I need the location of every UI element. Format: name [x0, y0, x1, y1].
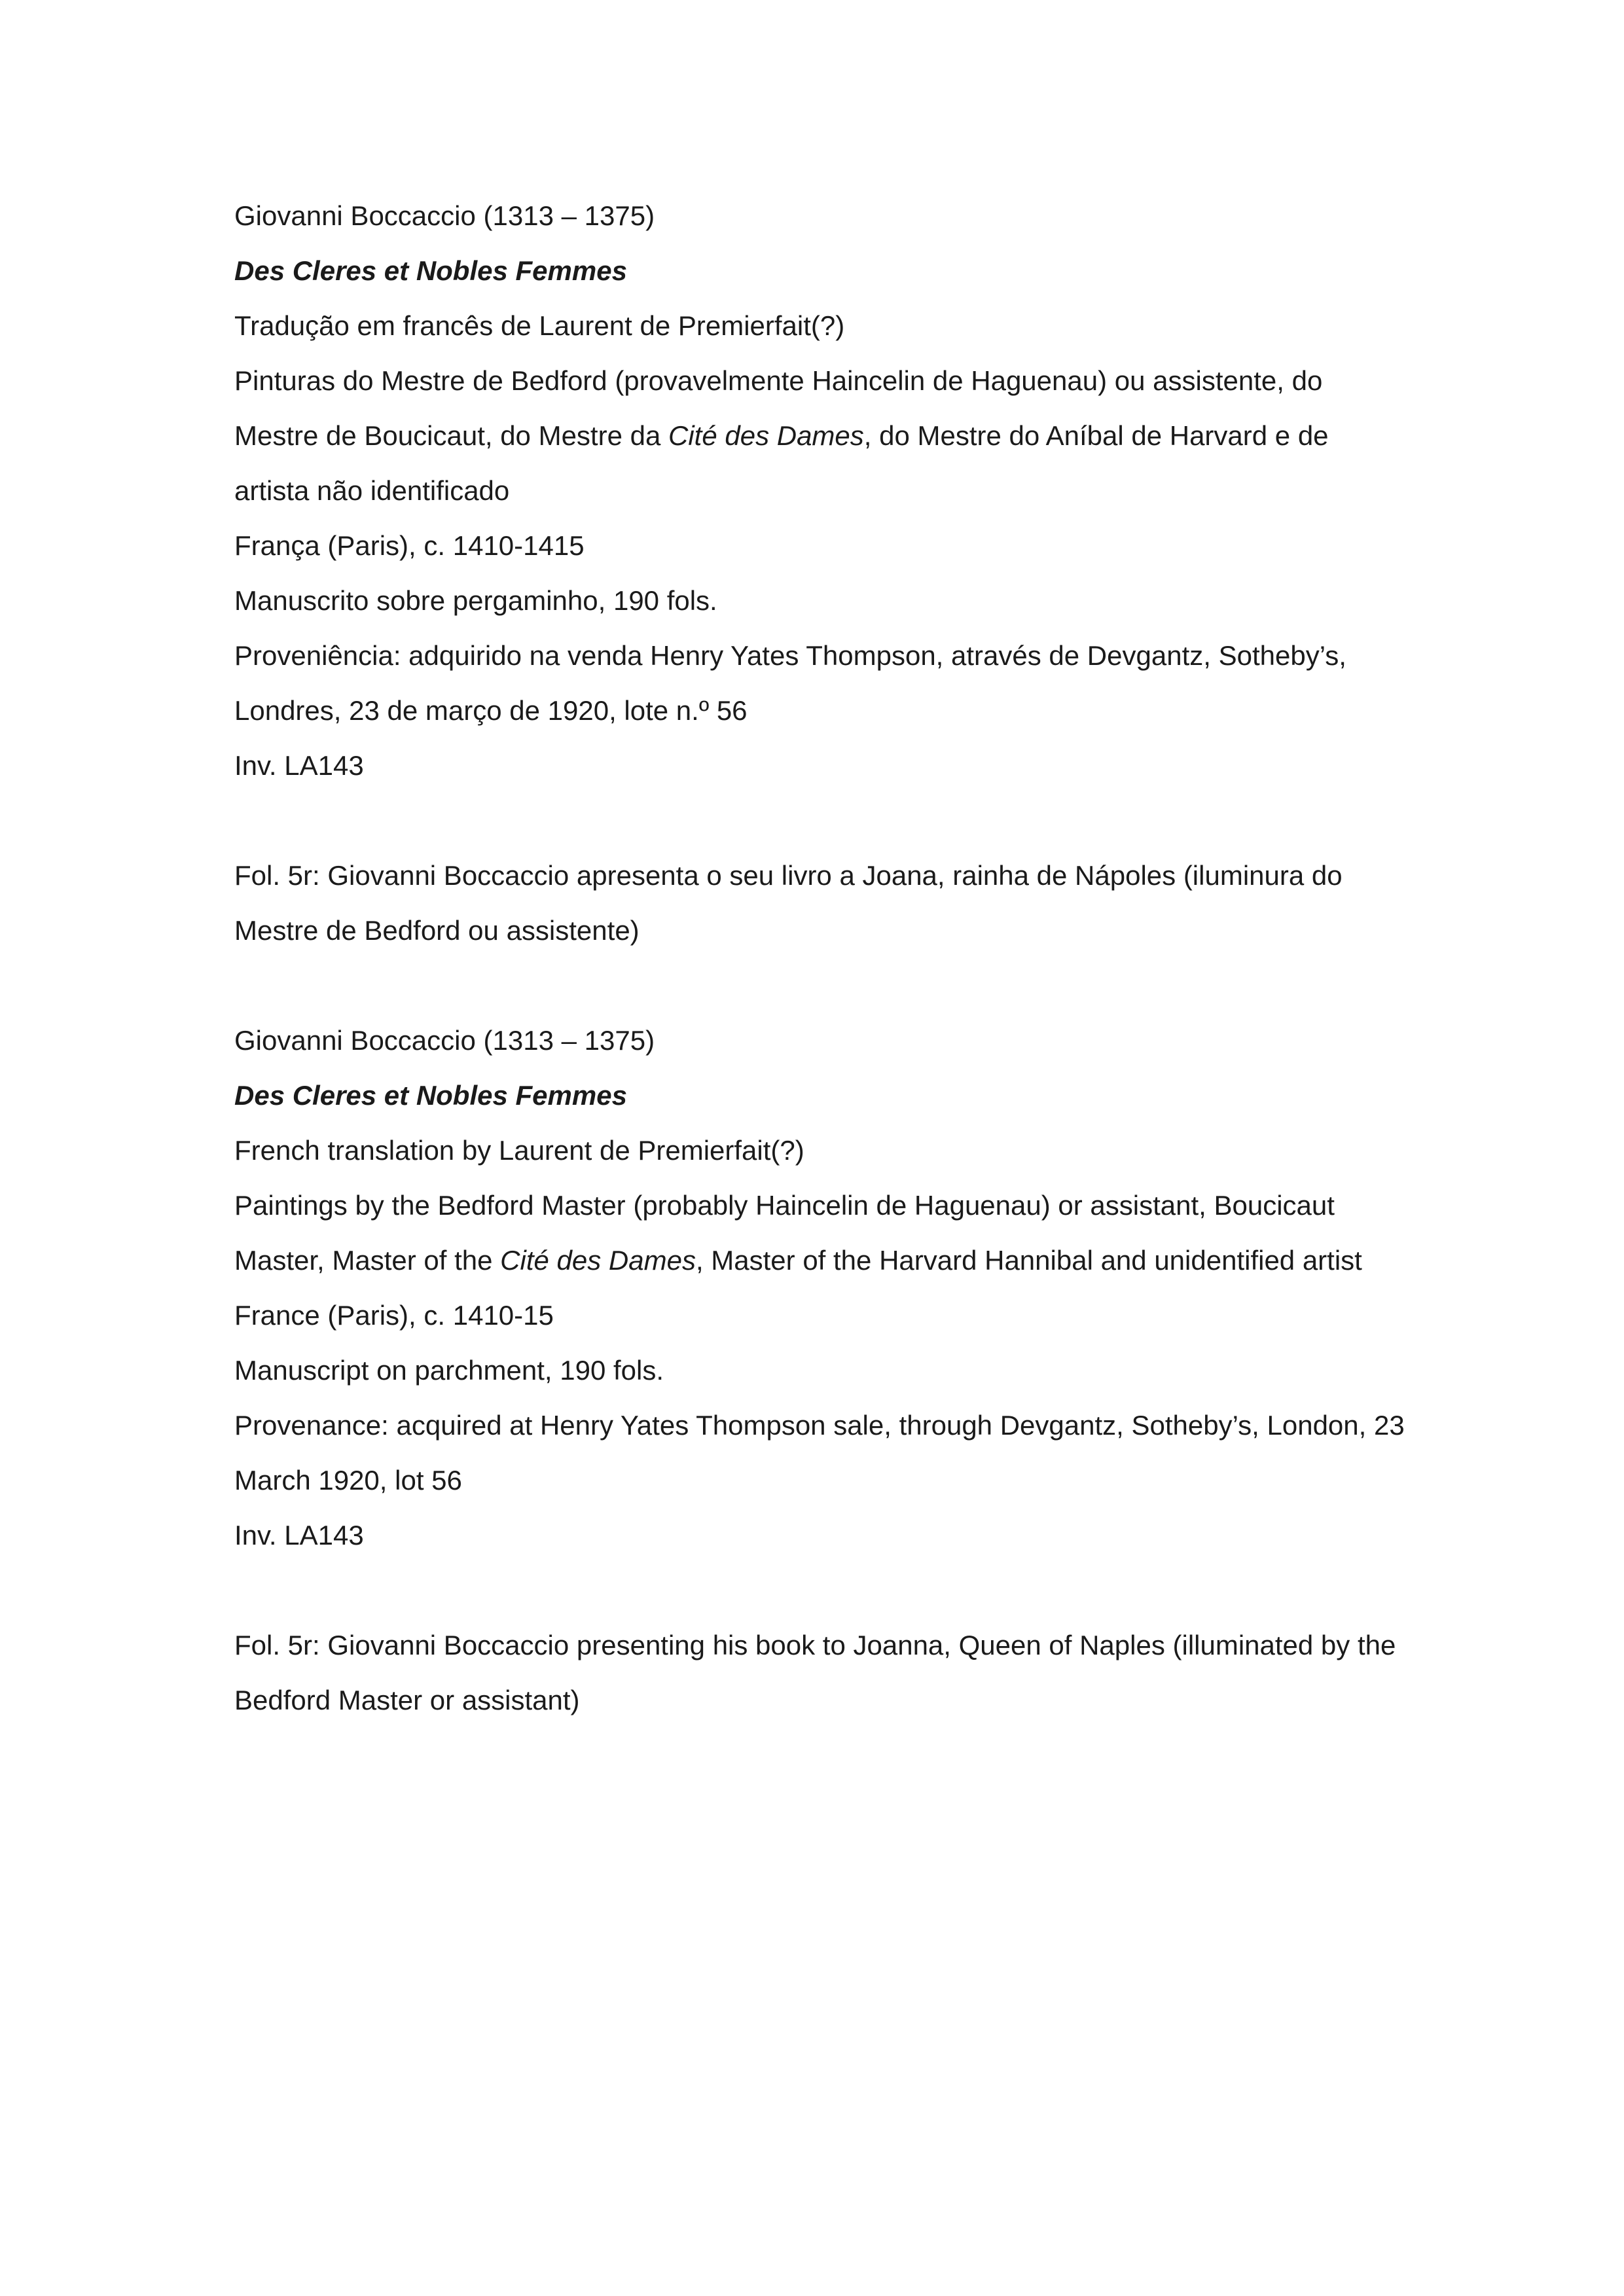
english-caption [234, 1013, 1426, 1728]
paintings-line-2 [234, 1233, 1426, 1288]
portuguese-caption [234, 188, 1426, 958]
paintings-line-2-post: , do Mestre do Aníbal de Harvard e de [863, 420, 1329, 451]
paintings-line-1: Pinturas do Mestre de Bedford (provavelmente Haincelin de Haguenau) ou assistente, do [234, 365, 1323, 396]
cite-des-dames-italic: Cité des Dames [500, 1245, 696, 1276]
folio-line-1: Fol. 5r: Giovanni Boccaccio presenting his book to Joanna, Queen of Naples (illuminated by the [234, 1630, 1396, 1660]
translation-line: Tradução em francês de Laurent de Premierfait(?) [234, 310, 845, 341]
work-title: Des Cleres et Nobles Femmes [234, 255, 627, 286]
paintings-line-2 [234, 408, 1426, 463]
folio-line-1: Fol. 5r: Giovanni Boccaccio apresenta o seu livro a Joana, rainha de Nápoles (iluminura do [234, 860, 1343, 891]
spacer [234, 793, 1426, 848]
spacer [234, 1563, 1426, 1618]
author-line: Giovanni Boccaccio (1313 – 1375) [234, 1025, 655, 1056]
translation-line: French translation by Laurent de Premierfait(?) [234, 1135, 804, 1166]
author-line: Giovanni Boccaccio (1313 – 1375) [234, 200, 655, 231]
material-line: Manuscrito sobre pergaminho, 190 fols. [234, 585, 717, 616]
folio-line-2: Bedford Master or assistant) [234, 1685, 580, 1715]
material-line: Manuscript on parchment, 190 fols. [234, 1355, 664, 1386]
provenance-line-2: Londres, 23 de março de 1920, lote n.º 56 [234, 695, 748, 726]
place-date-line: França (Paris), c. 1410-1415 [234, 530, 585, 561]
paintings-line-2-pre: Mestre de Boucicaut, do Mestre da [234, 420, 668, 451]
inventory-line: Inv. LA143 [234, 1520, 364, 1551]
place-date-line: France (Paris), c. 1410-15 [234, 1300, 554, 1331]
paintings-line-2-pre: Master, Master of the [234, 1245, 501, 1276]
document-page [234, 188, 1426, 1728]
provenance-line-1: Provenance: acquired at Henry Yates Thompson sale, through Devgantz, Sotheby’s, London, 23 [234, 1410, 1405, 1441]
folio-line-2: Mestre de Bedford ou assistente) [234, 915, 640, 946]
paintings-line-3: artista não identificado [234, 475, 510, 506]
paintings-line-1: Paintings by the Bedford Master (probably Haincelin de Haguenau) or assistant, Boucicaut [234, 1190, 1335, 1221]
inventory-line: Inv. LA143 [234, 750, 364, 781]
spacer [234, 958, 1426, 1013]
paintings-line-2-post: , Master of the Harvard Hannibal and unidentified artist [695, 1245, 1362, 1276]
provenance-line-2: March 1920, lot 56 [234, 1465, 462, 1496]
cite-des-dames-italic: Cité des Dames [668, 420, 864, 451]
provenance-line-1: Proveniência: adquirido na venda Henry Yates Thompson, através de Devgantz, Sotheby’s, [234, 640, 1346, 671]
work-title: Des Cleres et Nobles Femmes [234, 1080, 627, 1111]
